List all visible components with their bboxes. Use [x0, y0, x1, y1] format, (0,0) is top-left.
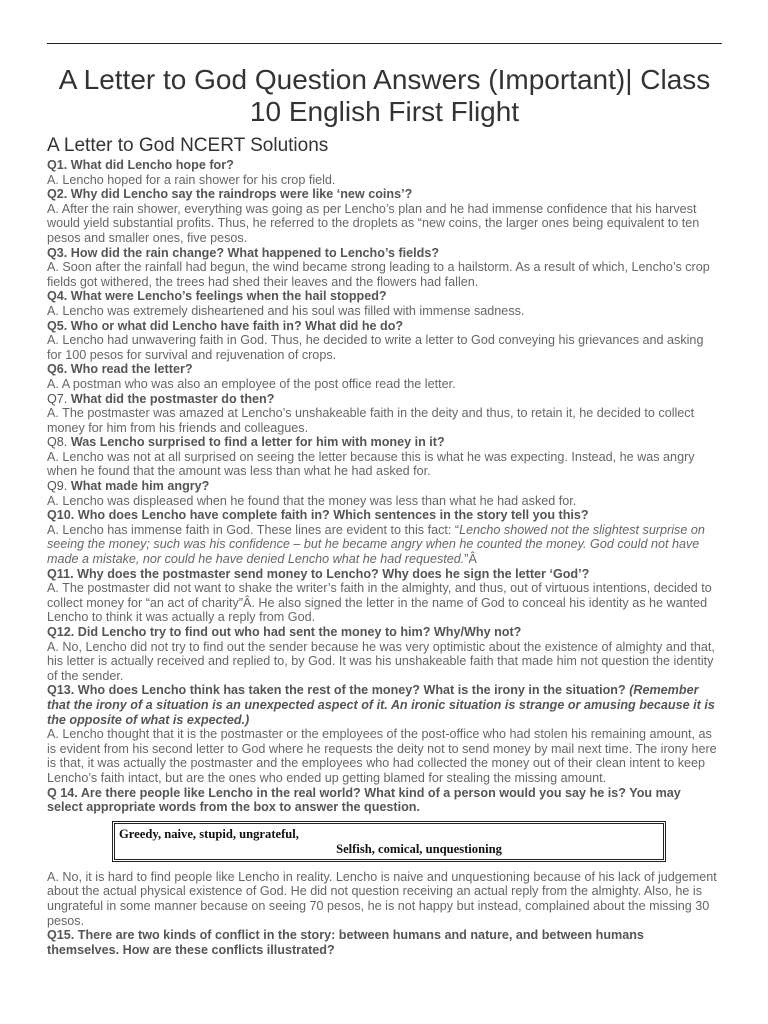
question-5: Q5. Who or what did Lencho have faith in? What did he do? [47, 318, 404, 333]
answer-2: A. After the rain shower, everything was going as per Lencho’s plan and he had immense confidence that his harvest would yield substantial profits. Thus, he referred to the droplets as “new coins, the larger ones being equivalent to ten pesos and smaller ones, five pesos. [47, 201, 700, 245]
question-7: Q7. What did the postmaster do then? [47, 391, 275, 406]
question-14: Q 14. Are there people like Lencho in the real world? What kind of a person would you say he is? You may select appropriate words from the box to answer the question. [47, 785, 681, 815]
answer-4: A. Lencho was extremely disheartened and his soul was filled with immense sadness. [47, 303, 525, 318]
answer-3: A. Soon after the rainfall had begun, the wind became strong leading to a hailstorm. As a result of which, Lencho’s crop fields got withered, the trees had shed their leaves and the flowers had fallen. [47, 260, 710, 289]
question-9: Q9. What made him angry? [47, 479, 210, 494]
answer-5: A. Lencho had unwavering faith in God. Thus, he decided to write a letter to God conveying his grievances and asking for 100 pesos for survival and rejuvenation of crops. [47, 333, 704, 362]
question-3: Q3. How did the rain change? What happened to Lencho’s fields? [47, 245, 440, 260]
answer-11: A. The postmaster did not want to shake the writer’s faith in the almighty, and thus, out of virtuous intentions, decided to collect money for “an act of charity”Â. He also signed the letter in the name of God to conceal his identity as he wanted Lencho to think it was actually a reply from God. [47, 581, 712, 625]
answer-7: A. The postmaster was amazed at Lencho’s unshakeable faith in the deity and thus, to retain it, he decided to collect money for him from his friends and colleagues. [47, 406, 695, 435]
page-title: A Letter to God Question Answers (Important)| Class 10 English First Flight [58, 64, 711, 127]
answer-10: A. Lencho has immense faith in God. These lines are evident to this fact: “Lencho showed not the slightest surprise on seeing the money; such was his confidence – but he became angry when he counted the money. God could not have made a mistake, nor could he have denied Lencho what he had requested.”Â [47, 522, 705, 567]
answer-9: A. Lencho was displeased when he found that the money was less than what he had asked for. [47, 493, 577, 508]
question-15: Q15. There are two kinds of conflict in the story: between humans and nature, and between humans themselves. How are these conflicts illustrated? [47, 928, 644, 957]
question-12: Q12. Did Lencho try to find out who had sent the money to him? Why/Why not? [47, 625, 522, 639]
section-subtitle: A Letter to God NCERT Solutions [47, 135, 329, 156]
word-box-line-2: Selfish, comical, unquestioning [336, 841, 502, 856]
question-11: Q11. Why does the postmaster send money to Lencho? Why does he sign the letter ‘God’? [47, 566, 590, 581]
question-1: Q1. What did Lencho hope for? [47, 158, 234, 172]
top-rule [47, 43, 722, 44]
question-4: Q4. What were Lencho’s feelings when the hail stopped? [47, 289, 387, 304]
answer-1: A. Lencho hoped for a rain shower for his crop field. [47, 172, 336, 187]
question-10: Q10. Who does Lencho have complete faith in? Which sentences in the story tell you this? [47, 508, 589, 523]
answer-12: A. No, Lencho did not try to find out the sender because he was very optimistic about the existence of almighty and that, his letter is actually received and replied to, by God. It was his unshakeable faith that made him not question the identity of the sender. [47, 639, 715, 683]
qa-content [47, 158, 719, 957]
word-box [112, 821, 666, 862]
question-2: Q2. Why did Lencho say the raindrops were like ‘new coins’? [47, 187, 413, 202]
answer-13: A. Lencho thought that it is the postmaster or the employees of the post-office who had stolen his remaining amount, as is evident from his second letter to God where he requests the deity not to send money by mail next time. The irony here is that, it was actually the postmaster and the employees who had collected the money out of their clean intent to keep Lencho’s faith intact, but are the ones who ended up getting blamed for stealing the missing amount. [47, 727, 717, 785]
word-box-line-1: Greedy, naive, stupid, ungrateful, [119, 826, 299, 841]
answer-14: A. No, it is hard to find people like Lencho in reality. Lencho is naive and unquestioning because of his lack of judgement about the actual physical existence of God. He did not question receiving an actual reply from the almighty. Also, he is ungrateful in some manner because on seeing 70 pesos, he is not happy but instead, complained about the missing 30 pesos. [47, 869, 717, 928]
question-8: Q8. Was Lencho surprised to find a letter for him with money in it? [47, 435, 445, 450]
answer-6: A. A postman who was also an employee of the post office read the letter. [47, 376, 456, 391]
question-6: Q6. Who read the letter? [47, 362, 193, 377]
answer-8: A. Lencho was not at all surprised on seeing the letter because this is what he was expecting. Instead, he was angry when he found that the amount was less than what he had asked for. [47, 449, 695, 479]
question-13: Q13. Who does Lencho think has taken the rest of the money? What is the irony in the situation? (Remember that the irony of a situation is an unexpected aspect of it. An ironic situation is strange or amusing because it is the opposite of what is expected.) [47, 683, 715, 727]
